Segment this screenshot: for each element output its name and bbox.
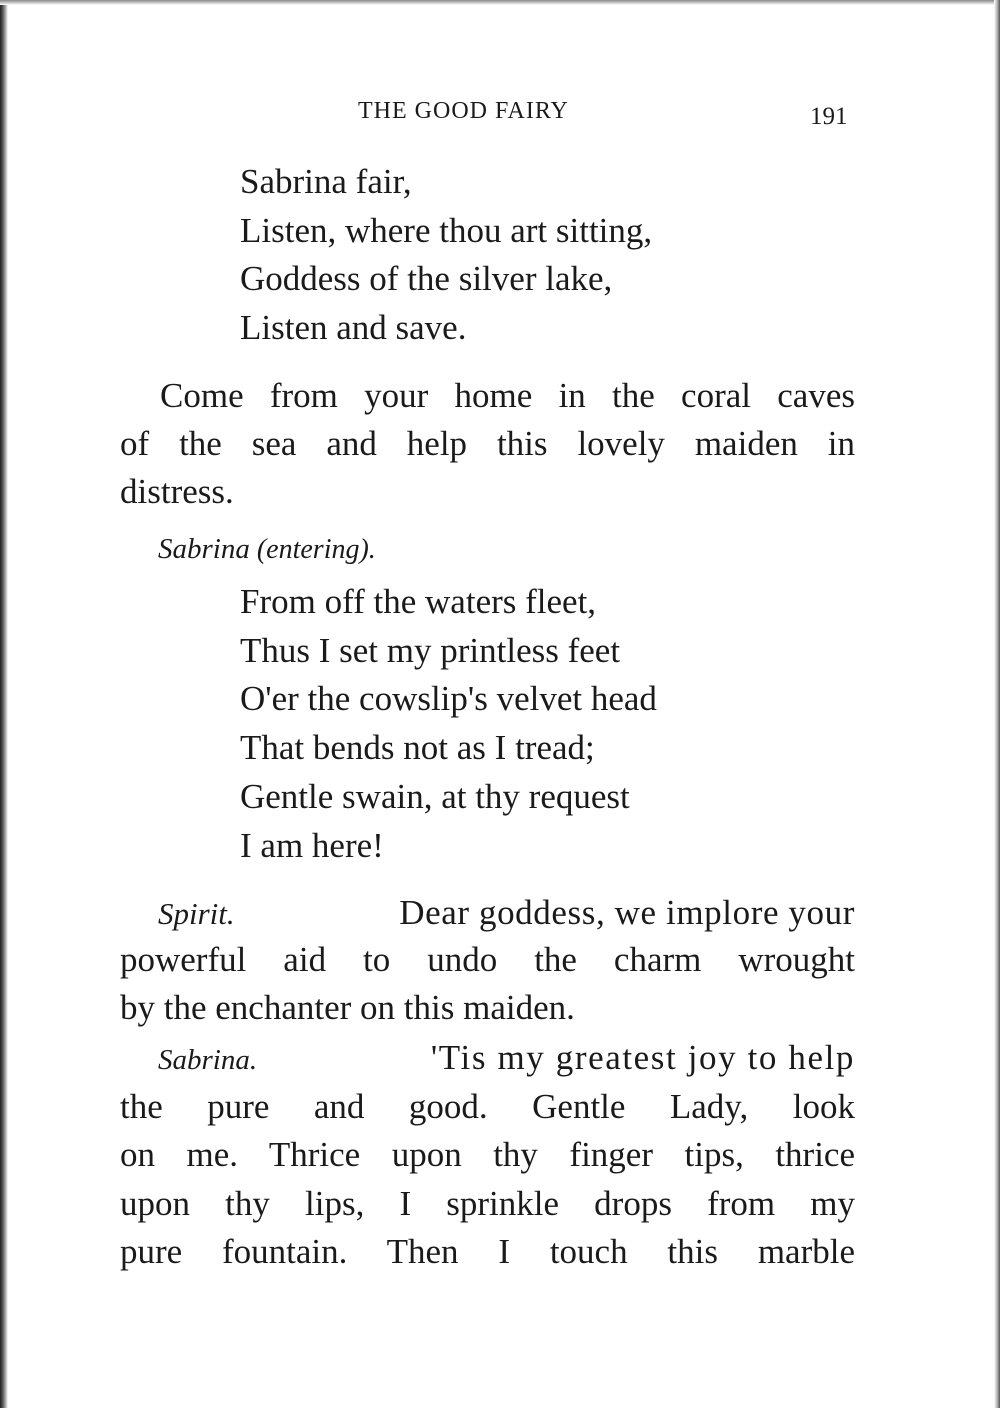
prose-line: by the enchanter on this maiden.: [120, 988, 575, 1027]
prose-line: on me. Thrice upon thy finger tips, thrice: [120, 1135, 855, 1174]
speaker-name: Sabrina: [158, 533, 250, 565]
page-right-edge: [994, 0, 1000, 1408]
page-top-edge: [0, 0, 1000, 5]
prose-line: distress.: [120, 472, 234, 511]
paren-open: (: [249, 534, 267, 565]
verse-line: Sabrina fair,: [240, 162, 412, 201]
speech-line: [158, 893, 855, 934]
speech-text: 'Tis my greatest joy to help: [430, 1038, 855, 1077]
verse-line: From off the waters fleet,: [240, 582, 597, 621]
verse-line: Gentle swain, at thy request: [240, 777, 630, 816]
verse-line: Goddess of the silver lake,: [240, 259, 613, 298]
verse-line: Listen and save.: [240, 308, 467, 347]
prose-line: pure fountain. Then I touch this marble: [120, 1232, 855, 1271]
prose-line: upon thy lips, I sprinkle drops from my: [120, 1184, 855, 1223]
verse-line: Listen, where thou art sitting,: [240, 211, 653, 250]
speech-text: Dear goddess, we implore your: [399, 893, 855, 932]
verse-line: I am here!: [240, 826, 384, 865]
prose-line: powerful aid to undo the charm wrought: [120, 940, 855, 979]
verse-line: O'er the cowslip's velvet head: [240, 679, 657, 718]
verse-line: Thus I set my printless feet: [240, 631, 621, 670]
running-head: THE GOOD FAIRY: [358, 98, 569, 124]
stage-direction: entering: [266, 534, 360, 565]
speaker-name: Sabrina.: [158, 1044, 258, 1076]
prose-line: Come from your home in the coral caves: [160, 376, 855, 415]
page-binding-edge: [0, 0, 8, 1408]
page-number: 191: [810, 103, 848, 130]
paren-close: ).: [359, 534, 376, 565]
prose-line: of the sea and help this lovely maiden in: [120, 424, 855, 463]
speaker-name: Spirit.: [158, 896, 235, 931]
prose-line: the pure and good. Gentle Lady, look: [120, 1087, 855, 1126]
stage-direction-line: [158, 527, 376, 570]
verse-line: That bends not as I tread;: [240, 728, 595, 767]
speech-line: [158, 1038, 855, 1080]
